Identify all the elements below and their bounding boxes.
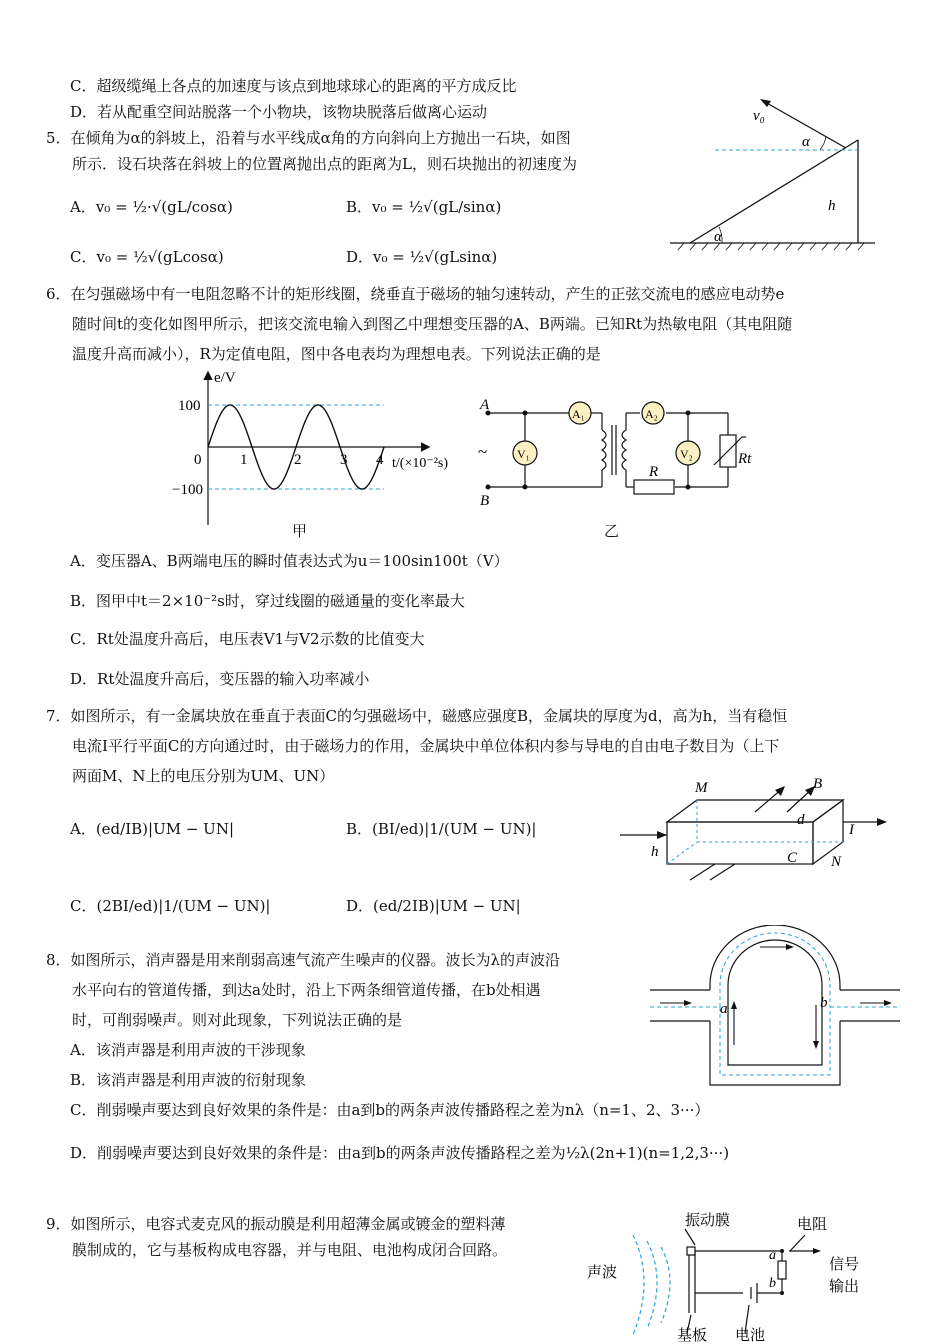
chart-xtick-1: 1 <box>240 452 248 468</box>
q7-stem-line3: 两面M、N上的电压分别为UM、UN） <box>72 767 335 785</box>
chart-xlabel: t/(×10⁻²s) <box>392 456 449 471</box>
q5-option-a: A．v₀ = ½·√(gL/cosα) <box>70 198 233 216</box>
q6-option-a: A．变压器A、B两端电压的瞬时值表达式为u＝100sin100t（V） <box>70 552 509 570</box>
q6-emf-chart <box>170 365 470 540</box>
chart-xtick-2: 2 <box>294 452 302 468</box>
q6-option-c: C．Rt处温度升高后，电压表V1与V2示数的比值变大 <box>70 630 425 648</box>
q7-fig-h: h <box>651 844 659 860</box>
q8-fig-b: b <box>820 995 828 1011</box>
chart-xtick-3: 3 <box>340 452 348 468</box>
q9-fig-a: a <box>769 1248 776 1263</box>
q5-fig-alpha-top: α <box>802 134 810 150</box>
q6-option-b: B．图甲中t＝2×10⁻²s时，穿过线圈的磁通量的变化率最大 <box>70 592 465 610</box>
q5-stem-line2: 所示．设石块落在斜坡上的位置离抛出点的距离为L，则石块抛出的初速度为 <box>72 155 577 173</box>
q8-stem-line3: 时，可削弱噪声。则对此现象，下列说法正确的是 <box>72 1011 403 1029</box>
chart-xtick-4: 4 <box>376 452 384 468</box>
q6-caption-jia: 甲 <box>292 522 308 540</box>
q5-option-b: B．v₀ = ½√(gL/sinα) <box>346 198 502 216</box>
circuit-B: B <box>480 493 490 509</box>
circuit-A2: A₂ <box>645 407 658 421</box>
q6-stem-line2: 随时间t的变化如图甲所示，把该交流电输入到图乙中理想变压器的A、B两端。已知Rt为热敏电阻（其电阻随 <box>72 315 793 333</box>
circuit-V1: V₁ <box>517 447 530 461</box>
q9-stem-line2: 膜制成的，它与基板构成电容器，并与电阻、电池构成闭合回路。 <box>72 1241 508 1259</box>
q5-fig-h: h <box>828 198 836 214</box>
q5-slope-figure <box>670 90 910 260</box>
q7-stem-line1: 7．如图所示，有一金属块放在垂直于表面C的匀强磁场中，磁感应强度B，金属块的厚度为d，高为h，当有稳恒 <box>46 707 788 725</box>
chart-ytick-neg100: −100 <box>172 482 203 498</box>
q6-circuit-figure <box>470 395 770 520</box>
q7-fig-C: C <box>787 850 798 866</box>
q8-option-c: C．削弱噪声要达到良好效果的条件是：由a到b的两条声波传播路程之差为nλ（n=1、2、3···） <box>70 1101 710 1119</box>
q5-fig-alpha-bottom: α <box>714 229 722 245</box>
q8-option-a: A．该消声器是利用声波的干涉现象 <box>70 1041 306 1059</box>
q5-fig-v0: v₀ <box>753 108 765 124</box>
q9-microphone-figure <box>585 1205 870 1344</box>
q9-fig-plate: 基板 <box>677 1328 708 1344</box>
q9-fig-resistor: 电阻 <box>797 1217 828 1233</box>
q7-fig-I: I <box>849 822 854 838</box>
q9-fig-battery: 电池 <box>735 1328 766 1344</box>
q4-option-c: C．超级缆绳上各点的加速度与该点到地球球心的距离的平方成反比 <box>70 77 517 95</box>
chart-ytick-0: 0 <box>194 452 202 468</box>
q7-fig-M: M <box>695 780 708 796</box>
q8-option-d: D．削弱噪声要达到良好效果的条件是：由a到b的两条声波传播路程之差为½λ(2n+1)(n=1,2,3···) <box>70 1144 730 1162</box>
q9-fig-sound: 声波 <box>587 1265 618 1281</box>
q6-stem-line1: 6．在匀强磁场中有一电阻忽略不计的矩形线圈，绕垂直于磁场的轴匀速转动，产生的正弦交流电的感应电动势e <box>46 285 785 303</box>
q5-stem-line1: 5．在倾角为α的斜坡上，沿着与水平线成α角的方向斜向上方抛出一石块，如图 <box>46 129 571 147</box>
q6-caption-yi: 乙 <box>604 522 620 540</box>
q8-fig-a: a <box>720 1001 728 1017</box>
circuit-R: R <box>649 464 659 480</box>
q7-fig-d: d <box>797 812 805 828</box>
q7-fig-N: N <box>831 854 842 870</box>
q8-option-b: B．该消声器是利用声波的衍射现象 <box>70 1071 307 1089</box>
circuit-V2: V₂ <box>680 447 693 461</box>
q7-option-b: B．(BI/ed)|1/(UM − UN)| <box>346 820 537 838</box>
q8-muffler-figure <box>650 925 900 1090</box>
q7-option-c: C．(2BI/ed)|1/(UM − UN)| <box>70 897 271 915</box>
q4-option-d: D．若从配重空间站脱落一个小物块，该物块脱落后做离心运动 <box>70 103 488 121</box>
circuit-source: ~ <box>478 442 488 461</box>
q6-option-d: D．Rt处温度升高后，变压器的输入功率减小 <box>70 670 370 688</box>
q9-fig-signal2: 输出 <box>829 1279 860 1295</box>
q7-option-d: D．(ed/2IB)|UM − UN| <box>346 897 521 915</box>
q9-fig-b: b <box>769 1276 776 1291</box>
chart-ylabel: e/V <box>214 370 236 386</box>
q7-metal-block-figure <box>615 770 890 885</box>
q7-stem-line2: 电流I平行平面C的方向通过时，由于磁场力的作用，金属块中单位体积内参与导电的自由电子数目为（上下 <box>72 737 780 755</box>
q7-option-a: A．(ed/IB)|UM − UN| <box>70 820 234 838</box>
q7-fig-B: B <box>813 776 823 792</box>
q8-stem-line2: 水平向右的管道传播，到达a处时，沿上下两条细管道传播，在b处相遇 <box>72 981 541 999</box>
circuit-A1: A₁ <box>572 407 585 421</box>
q6-stem-line3: 温度升高而减小），R为定值电阻，图中各电表均为理想电表。下列说法正确的是 <box>72 345 601 363</box>
circuit-A: A <box>480 397 490 413</box>
q9-fig-membrane: 振动膜 <box>685 1213 731 1229</box>
q5-option-c: C．v₀ = ½√(gLcosα) <box>70 248 224 266</box>
q8-stem-line1: 8．如图所示，消声器是用来削弱高速气流产生噪声的仪器。波长为λ的声波沿 <box>46 951 561 969</box>
chart-ytick-100: 100 <box>178 398 201 414</box>
q9-fig-signal1: 信号 <box>829 1257 860 1273</box>
q9-stem-line1: 9．如图所示，电容式麦克风的振动膜是利用超薄金属或镀金的塑料薄 <box>46 1215 506 1233</box>
q5-option-d: D．v₀ = ½√(gLsinα) <box>346 248 498 266</box>
circuit-Rt: Rt <box>738 451 752 467</box>
